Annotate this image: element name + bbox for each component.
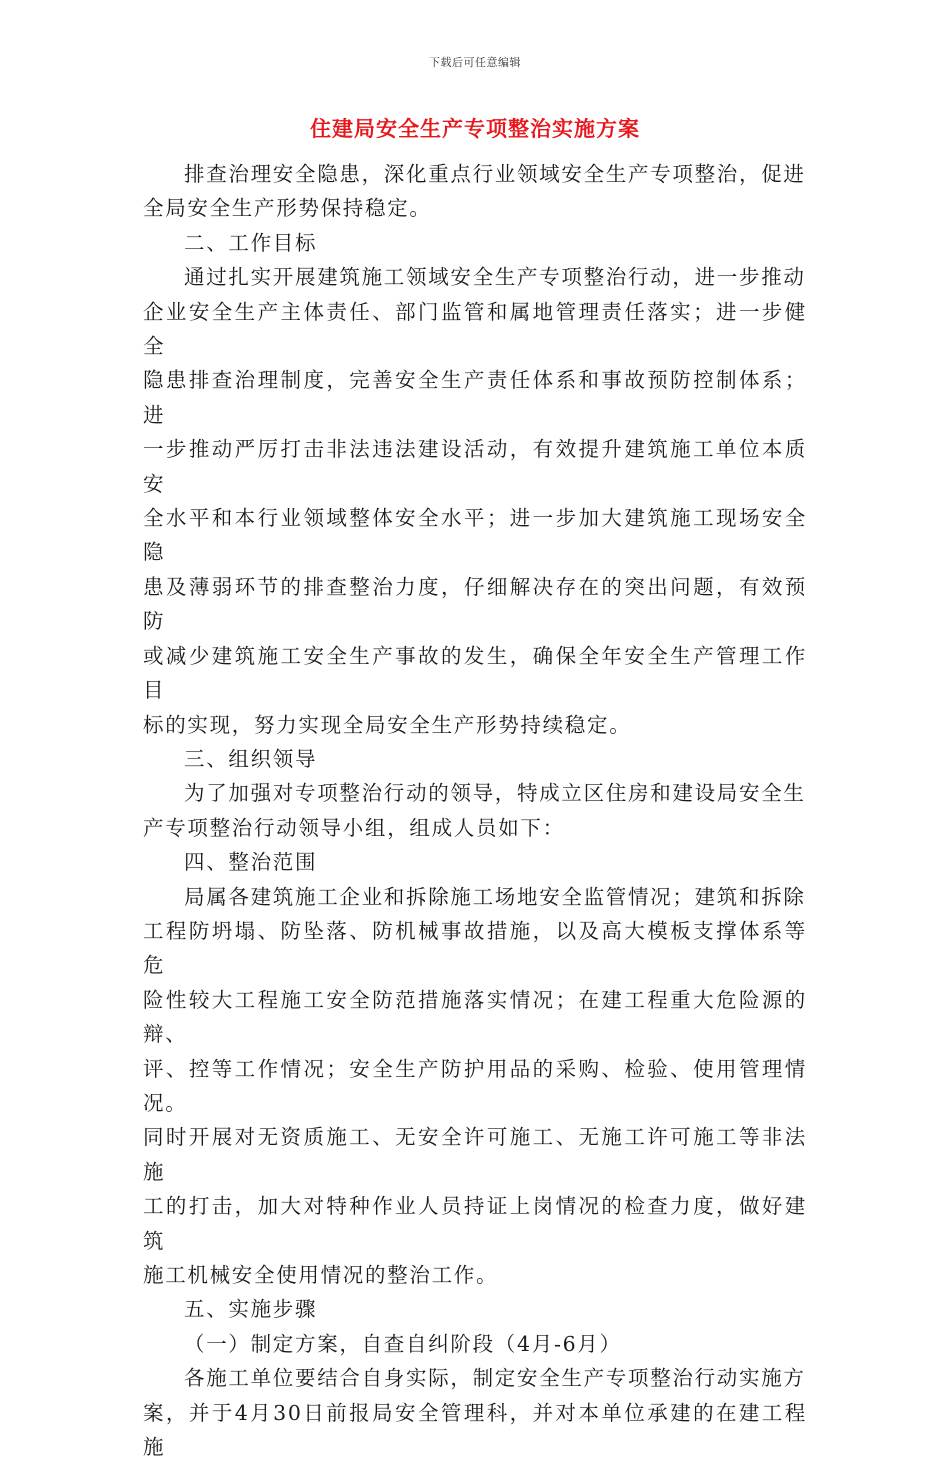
heading-steps: 五、实施步骤 [184, 1297, 318, 1322]
paragraph-work-goals: 通过扎实开展建筑施工领域安全生产专项整治行动，进一步推动 企业安全生产主体责任、部门监管和属地管理责任落实；进一步健全 隐患排查治理制度，完善安全生产责任体系和事故预防控制体系；进 一步推动严厉打击非法违法建设活动，有效提升建筑施工单位本质安 全水平和本行业领域整体安全水平；进一步加大建筑施工现场安全隐 患及薄弱环节的排查整治力度，仔细解决存在的突出问题，有效预防 或减少建筑施工安全生产事故的发生，确保全年安全生产管理工作目 标的实现，努力实现全局安全生产形势持续稳定。 [143, 265, 807, 737]
paragraph-scope: 局属各建筑施工企业和拆除施工场地安全监管情况；建筑和拆除 工程防坍塌、防坠落、防机械事故措施，以及高大模板支撑体系等危 险性较大工程施工安全防范措施落实情况；在建工程重大危险源的辩、 评、控等工作情况；安全生产防护用品的采购、检验、使用管理情况。 同时开展对无资质施工、无安全许可施工、无施工许可施工等非法施 工的打击，加大对特种作业人员持证上岗情况的检查力度，做好建筑 施工机械安全使用情况的整治工作。 [143, 884, 807, 1287]
paragraph-organization: 为了加强对专项整治行动的领导，特成立区住房和建设局安全生 产专项整治行动领导小组，组成人员如下： [143, 781, 806, 840]
heading-work-goals: 二、工作目标 [184, 230, 318, 255]
paragraph-step-one: 各施工单位要结合自身实际，制定安全生产专项整治行动实施方 案，并于4月30日前报局安全管理科，并对本单位承建的在建工程施 [143, 1366, 807, 1460]
document-title: 住建局安全生产专项整治实施方案 [310, 116, 640, 141]
document-body [143, 157, 807, 1464]
paragraph-intro: 排查治理安全隐患，深化重点行业领域安全生产专项整治，促进 全局安全生产形势保持稳定。 [143, 162, 806, 221]
subheading-step-one: （一）制定方案，自查自纠阶段（4月-6月） [184, 1331, 622, 1356]
header-note: 下载后可任意编辑 [429, 56, 521, 69]
heading-scope: 四、整治范围 [184, 850, 318, 875]
heading-organization: 三、组织领导 [184, 746, 318, 771]
